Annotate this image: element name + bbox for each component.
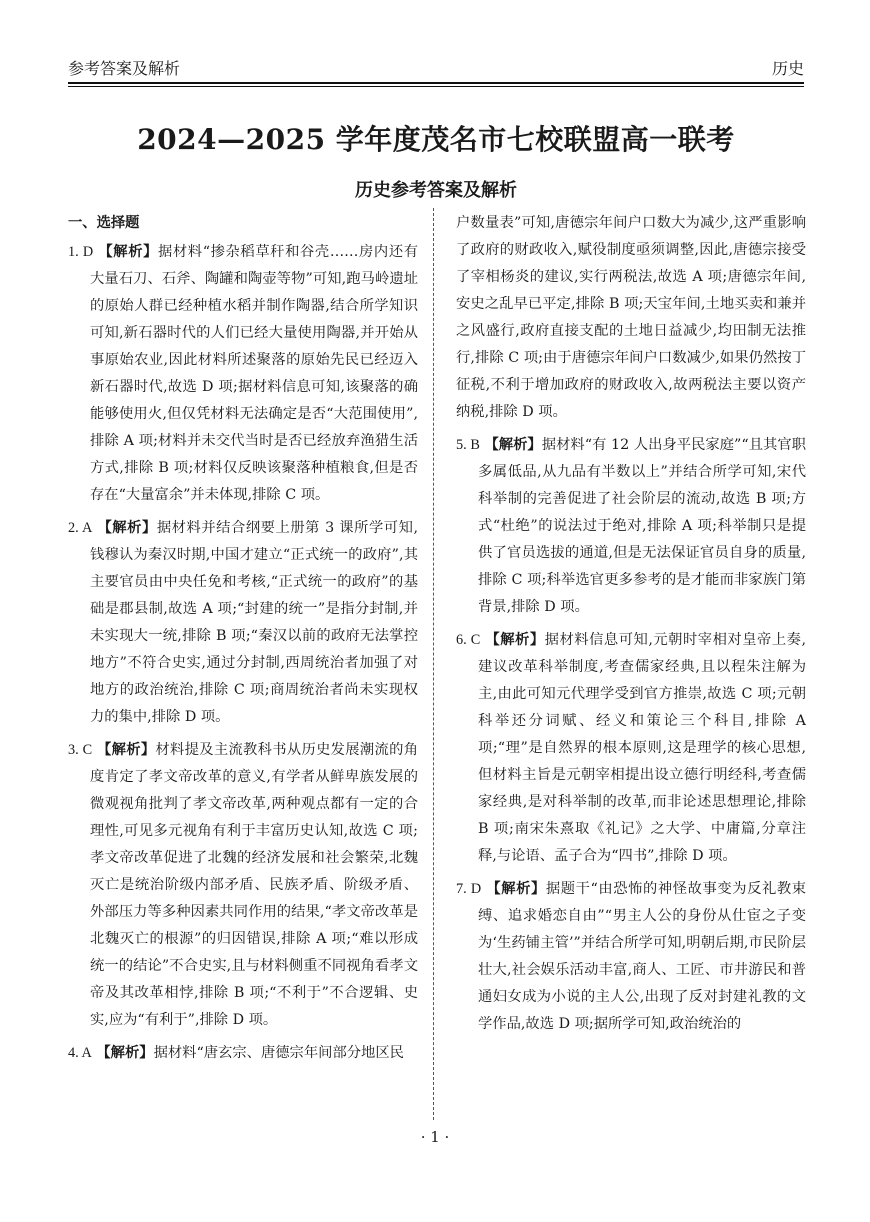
answer-item — [68, 515, 418, 731]
page-header — [68, 52, 804, 84]
analysis-tag: 【解析】 — [97, 742, 156, 758]
answer-item — [456, 876, 806, 1038]
answer-number: 4. A — [68, 1045, 92, 1061]
document-title: 2024—2025 学年度茂名市七校联盟高一联考 — [137, 123, 735, 156]
answer-item — [456, 627, 806, 870]
header-subject-label: 历史 — [771, 59, 804, 78]
analysis-tag: 【解析】 — [485, 632, 545, 648]
answer-text: 据题干“由恐怖的神怪故事变为反礼教束缚、追求婚恋自由”“男主人公的身份从仕宦之子变为‘生药铺主管’”并结合所学可知,明朝后期,市民阶层壮大,社会娱乐活动丰富,商人、工匠、市井游民和普通妇女成为小说的主人公,出现了反对封建礼教的文学作品,故选 D 项;据所学可知,政治统治的 — [478, 881, 806, 1032]
analysis-tag: 【解析】 — [484, 437, 542, 453]
answer-number: 7. D — [456, 881, 482, 897]
header-left-label: 参考答案及解析 — [68, 59, 181, 78]
answer-number: 6. C — [456, 632, 481, 648]
answer-item — [456, 432, 806, 621]
analysis-tag: 【解析】 — [97, 520, 157, 536]
page-number: · 1 · — [420, 1128, 450, 1146]
answer-number: 5. B — [456, 437, 480, 453]
answer-item — [68, 239, 418, 509]
answer-text: 据材料“有 12 人出身平民家庭”“且其官职多属低品,从九品有半数以上”并结合所学可知,宋代科举制的完善促进了社会阶层的流动,故选 B 项;方式“杜绝”的说法过于绝对,排除 A 项;科举制只是提供了官员选拔的通道,但是无法保证官员自身的质量,排除 C 项;科举选官更多参考的是才能而非家族门第背景,排除 D 项。 — [478, 437, 806, 615]
header-rule-thin — [68, 86, 804, 87]
answer-item — [68, 1040, 418, 1067]
answer-text: 据材料“唐玄宗、唐德宗年间部分地区民 — [153, 1045, 404, 1061]
header-rule — [68, 82, 804, 84]
answer-text: 据材料信息可知,元朝时宰相对皇帝上奏,建议改革科举制度,考查儒家经典,且以程朱注解为主,由此可知元代理学受到官方推崇,故选 C 项;元朝科举还分词赋、经义和策论三个科目,排除 A 项;“理”是自然界的根本原则,这是理学的核心思想,但材料主旨是元朝宰相提出设立德行明经科,考查儒家经典,是对科举制的改革,而非论述思想理论,排除 B 项;南宋朱熹取《礼记》之大学、中庸篇,分章注释,与论语、孟子合为“四书”,排除 D 项。 — [478, 632, 807, 864]
answer-item-continued — [456, 210, 806, 426]
column-divider — [433, 208, 434, 1120]
answer-number: 3. C — [68, 742, 93, 758]
analysis-tag: 【解析】 — [96, 1045, 154, 1061]
left-column — [68, 210, 418, 1073]
answer-text: 户数量表”可知,唐德宗年间户口数大为减少,这严重影响了政府的财政收入,赋役制度亟须调整,因此,唐德宗接受了宰相杨炎的建议,实行两税法,故选 A 项;唐德宗年间,安史之乱早已平定,排除 B 项;天宝年间,土地买卖和兼并之风盛行,政府直接支配的土地日益减少,均田制无法推行,排除 C 项;由于唐德宗年间户口数减少,如果仍然按丁征税,不利于增加政府的财政收入,故两税法主要以资产纳税,排除 D 项。 — [456, 215, 806, 420]
answer-text: 材料提及主流教科书从历史发展潮流的角度肯定了孝文帝改革的意义,有学者从鲜卑族发展的微观视角批判了孝文帝改革,两种观点都有一定的合理性,可见多元视角有利于丰富历史认知,故选 C 项;孝文帝改革促进了北魏的经济发展和社会繁荣,北魏灭亡是统治阶级内部矛盾、民族矛盾、阶级矛盾、外部压力等多种因素共同作用的结果,“孝文帝改革是北魏灭亡的根源”的归因错误,排除 A 项;“难以形成统一的结论”不合史实,且与材料侧重不同视角看孝文帝及其改革相悖,排除 B 项;“不利于”不合逻辑、史实,应为“有利于”,排除 D 项。 — [90, 742, 418, 1028]
analysis-tag: 【解析】 — [486, 881, 546, 897]
section-heading: 一、选择题 — [68, 215, 140, 231]
right-column — [456, 210, 806, 1044]
document-subtitle: 历史参考答案及解析 — [355, 180, 517, 201]
answer-text: 据材料“掺杂稻草秆和谷壳……房内还有大量石刀、石斧、陶罐和陶壶等物”可知,跑马岭遗址的原始人群已经种植水稻并制作陶器,结合所学知识可知,新石器时代的人们已经大量使用陶器,并开始从事原始农业,因此材料所述聚落的原始先民已经迈入新石器时代,故选 D 项;据材料信息可知,该聚落的确能够使用火,但仅凭材料无法确定是否“大范围使用”,排除 A 项;材料并未交代当时是否已经放弃渔猎生活方式,排除 B 项;材料仅反映该聚落种植粮食,但是否存在“大量富余”并未体现,排除 C 项。 — [90, 244, 419, 503]
answer-item — [68, 737, 418, 1034]
answer-number: 2. A — [68, 520, 93, 536]
answer-text: 据材料并结合纲要上册第 3 课所学可知,钱穆认为秦汉时期,中国才建立“正式统一的政府”,其主要官员由中央任免和考核,“正式统一的政府”的基础是郡县制,故选 A 项;“封建的统一”是指分封制,并未实现大一统,排除 B 项;“秦汉以前的政府无法掌控地方”不符合史实,通过分封制,西周统治者加强了对地方的政治统治,排除 C 项;商周统治者尚未实现权力的集中,排除 D 项。 — [90, 520, 418, 725]
analysis-tag: 【解析】 — [98, 244, 158, 260]
answer-number: 1. D — [68, 244, 94, 260]
